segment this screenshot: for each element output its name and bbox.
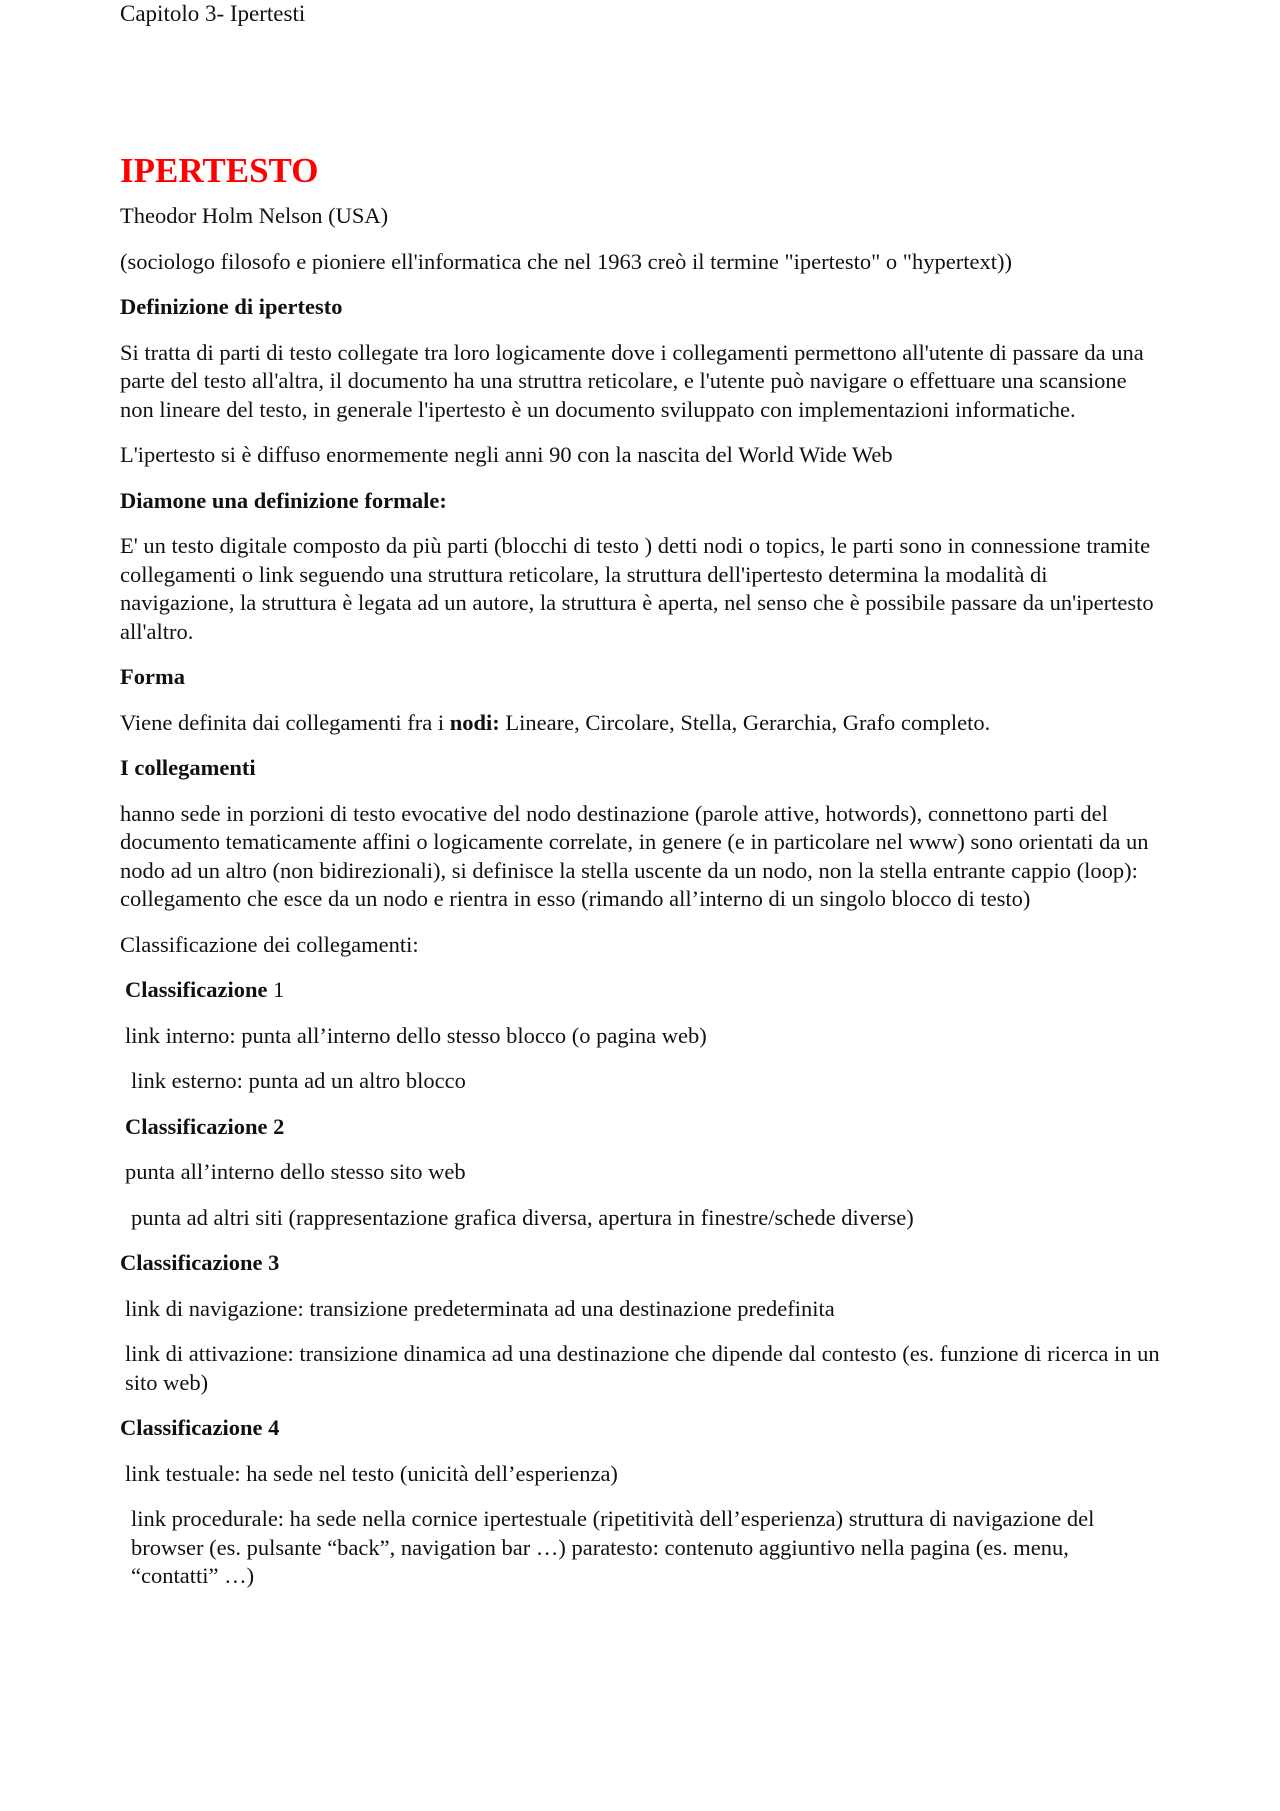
classificazione-2-item-1: punta all’interno dello stesso sito web bbox=[125, 1159, 466, 1184]
section-heading-definizione: Definizione di ipertesto bbox=[120, 294, 343, 319]
paragraph-collegamenti: hanno sede in porzioni di testo evocative del nodo destinazione (parole attive, hotwords), connettono parti del documento tematicamente affini o logicamente correlate, in genere (e in particolare nel www) sono orientati da un nodo ad un altro (non bidirezionali), si definisce la stella uscente da un nodo, non la stella entrante cappio (loop): collegamento che esce da un nodo e rientra in esso (rimando all’interno di un singolo blocco di testo) bbox=[120, 800, 1149, 911]
classificazione-3-item-2: link di attivazione: transizione dinamica ad una destinazione che dipende dal contesto (es. funzione di ricerca in un sito web) bbox=[125, 1341, 1160, 1395]
classificazione-2-heading: Classificazione 2 bbox=[125, 1113, 285, 1139]
classificazione-3-item-1: link di navigazione: transizione predeterminata ad una destinazione predefinita bbox=[125, 1295, 835, 1321]
classificazione-1-item-1: link interno: punta all’interno dello stesso blocco (o pagina web) bbox=[125, 1022, 707, 1048]
classificazione-1-heading bbox=[120, 976, 1160, 1005]
classificazione-4-item-1: link testuale: ha sede nel testo (unicità dell’esperienza) bbox=[125, 1460, 618, 1486]
forma-text-after: Lineare, Circolare, Stella, Gerarchia, Grafo completo. bbox=[499, 709, 991, 735]
classificazione-4-item-2: link procedurale: ha sede nella cornice ipertestuale (ripetitività dell’esperienza) struttura di navigazione del browser (es. pulsante “back”, navigation bar …) paratesto: contenuto aggiuntivo nella pagina (es. menu, “contatti” …) bbox=[131, 1506, 1095, 1588]
classificazione-1-heading-bold: Classificazione bbox=[125, 977, 268, 1002]
paragraph-diffusione: L'ipertesto si è diffuso enormemente negli anni 90 con la nascita del World Wide Web bbox=[120, 442, 893, 467]
forma-text-before: Viene definita dai collegamenti fra i bbox=[120, 709, 450, 735]
paragraph-classificazione-intro: Classificazione dei collegamenti: bbox=[120, 931, 419, 957]
document-body bbox=[120, 150, 1160, 1608]
section-heading-forma: Forma bbox=[120, 664, 185, 689]
document-title: IPERTESTO bbox=[120, 151, 319, 190]
forma-bold-nodi: nodi: bbox=[449, 709, 500, 735]
author-line: Theodor Holm Nelson (USA) bbox=[120, 203, 389, 228]
page-header: Capitolo 3- Ipertesti bbox=[120, 1, 306, 26]
paragraph-definizione: Si tratta di parti di testo collegate tra loro logicamente dove i collegamenti permettono all'utente di passare da una parte del testo all'altra, il documento ha una struttra reticolare, e l'utente può navigare o effettuare una scansione non lineare del testo, in generale l'ipertesto è un documento sviluppato con implementazioni informatiche. bbox=[120, 339, 1144, 422]
section-heading-collegamenti: I collegamenti bbox=[120, 755, 256, 780]
author-note: (sociologo filosofo e pioniere ell'informatica che nel 1963 creò il termine "ipertesto" o "hypertext)) bbox=[120, 248, 1012, 274]
paragraph-forma bbox=[120, 709, 1160, 738]
classificazione-1-heading-number: 1 bbox=[267, 977, 285, 1002]
classificazione-2-item-2: punta ad altri siti (rappresentazione grafica diversa, apertura in finestre/schede diverse) bbox=[131, 1204, 914, 1230]
classificazione-4-heading: Classificazione 4 bbox=[120, 1415, 280, 1440]
paragraph-formale: E' un testo digitale composto da più parti (blocchi di testo ) detti nodi o topics, le parti sono in connessione tramite collegamenti o link seguendo una struttura reticolare, la struttura dell'ipertesto determina la modalità di navigazione, la struttura è legata ad un autore, la struttura è aperta, nel senso che è possibile passare da un'ipertesto all'altro. bbox=[120, 533, 1154, 644]
classificazione-3-heading: Classificazione 3 bbox=[120, 1250, 280, 1275]
classificazione-1-item-2: link esterno: punta ad un altro blocco bbox=[131, 1068, 466, 1093]
section-heading-formale: Diamone una definizione formale: bbox=[120, 487, 447, 513]
